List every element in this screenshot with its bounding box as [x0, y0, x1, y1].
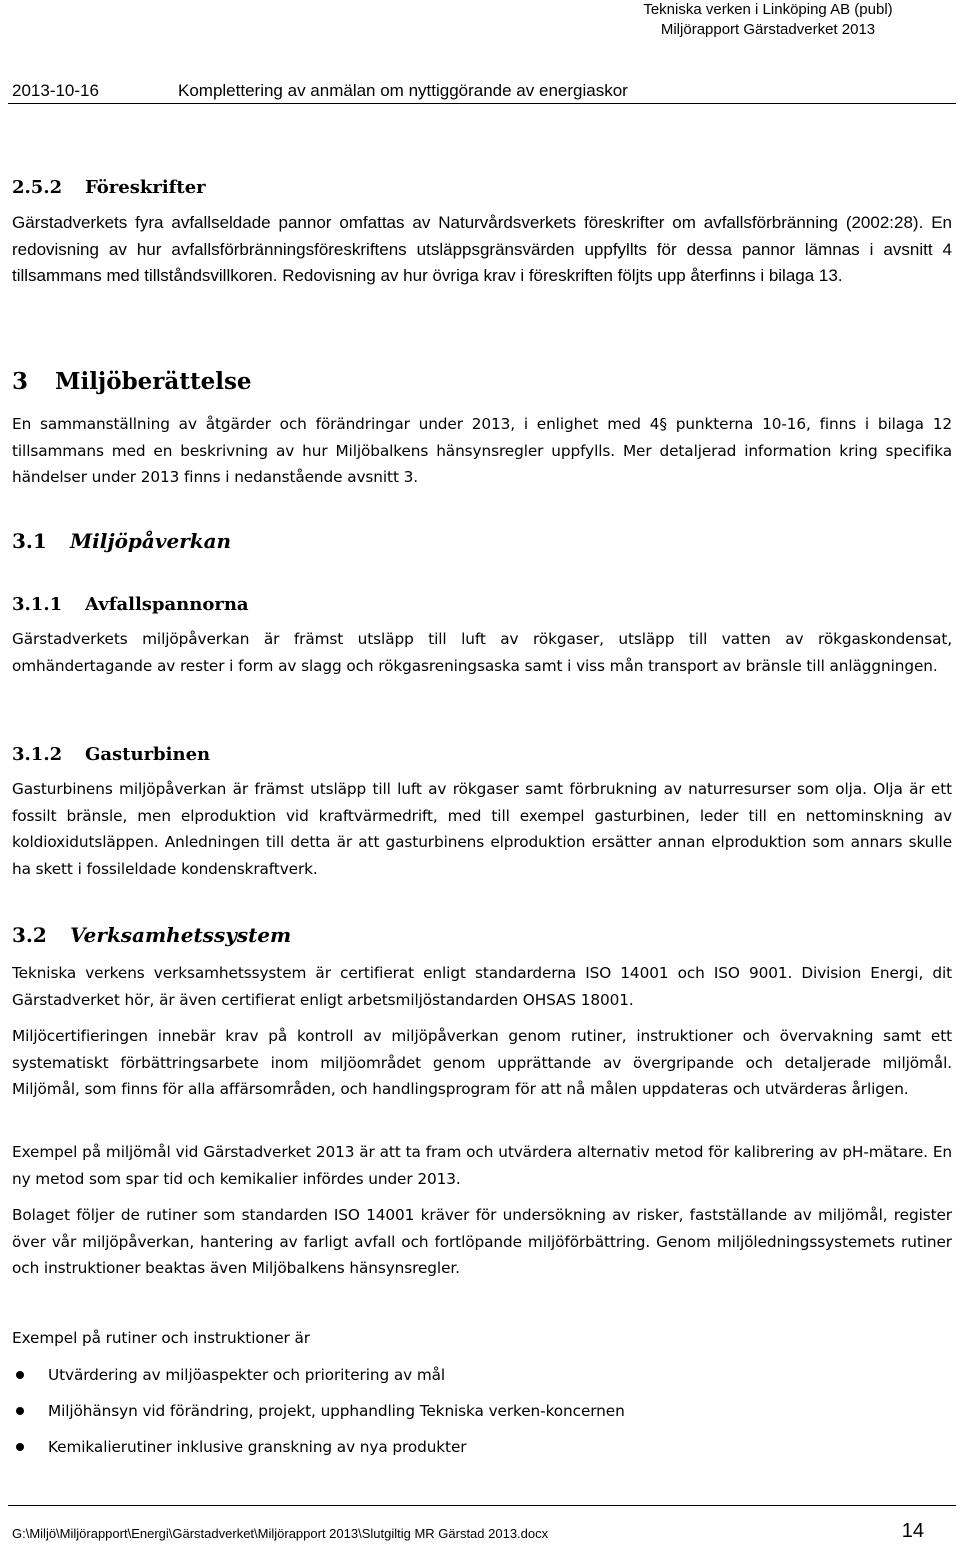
section-title: Miljöberättelse — [55, 368, 252, 395]
paragraph-gasturbinen: Gasturbinens miljöpåverkan är främst utsläpp till luft av rökgaser samt förbrukning av naturresurser som olja. Olja är ett fossilt bränsle, men elproduktion vid kraftvärmedrift, med till exempel gasturbinen, leder till en nettominskning av koldioxidutsläppen. Anledningen till detta är att gasturbinens elproduktion ersätter annan elproduktion som annars skulle ha skett i fossileldade kondenskraftverk. — [12, 780, 952, 878]
company-name: Tekniska verken i Linköping AB (publ) — [643, 1, 893, 18]
page-number: 14 — [901, 1520, 924, 1542]
heading-3-1-1 — [12, 593, 249, 617]
section-number: 3.1.2 — [12, 744, 63, 765]
section-number: 3 — [12, 368, 29, 395]
paragraph-certifiering: Tekniska verkens verksamhetssystem är certifierat enligt standarderna ISO 14001 och ISO 9001. Division Energi, dit Gärstadverket hör, är även certifierat enligt arbetsmiljöstandarden OHSAS 18001. — [12, 964, 952, 1009]
section-title: Gasturbinen — [85, 744, 211, 765]
list-item — [12, 1362, 952, 1398]
footer-rule — [8, 1505, 956, 1506]
list-item — [12, 1434, 952, 1470]
report-title: Miljörapport Gärstadverket 2013 — [660, 21, 876, 38]
section-number: 3.1 — [12, 529, 47, 553]
heading-2-5-2 — [12, 176, 206, 200]
paragraph-foreskrifter: Gärstadverkets fyra avfallseldade pannor omfattas av Naturvårdsverkets föreskrifter om avfallsförbränning (2002:28). En redovisning av hur avfallsförbränningsföreskriftens utsläppsgränsvärden uppfyllts för dessa pannor lämnas i avsnitt 4 tillsammans med tillståndsvillkoren. Redovisning av hur övriga krav i föreskriften följts upp återfinns i bilaga 13. — [12, 213, 952, 285]
section-title: Verksamhetssystem — [70, 923, 292, 947]
paragraph-avfallspannorna: Gärstadverkets miljöpåverkan är främst utsläpp till luft av rökgaser, utsläpp till vatten av rökgaskondensat, omhändertagande av rester i form av slagg och rökgasreningsaska samt i viss mån transport av bränsle till anläggningen. — [12, 630, 952, 675]
paragraph-miljoberattelse: En sammanställning av åtgärder och förändringar under 2013, i enlighet med 4§ punkterna 10-16, finns i bilaga 12 tillsammans med en beskrivning av hur Miljöbalkens hänsynsregler uppfylls. Mer detaljerad information kring specifika händelser under 2013 finns i nedanstående avsnitt 3. — [12, 415, 952, 486]
bullet-list — [12, 1362, 952, 1470]
heading-3-1 — [12, 528, 231, 554]
bullet-intro: Exempel på rutiner och instruktioner är — [12, 1329, 310, 1347]
header-rule — [8, 103, 956, 104]
list-item-text: Kemikalierutiner inklusive granskning av nya produkter — [48, 1438, 467, 1456]
bullet-icon — [16, 1371, 24, 1379]
section-title: Föreskrifter — [85, 177, 206, 198]
bullet-icon — [16, 1443, 24, 1451]
paragraph-miljocertifiering: Miljöcertifieringen innebär krav på kontroll av miljöpåverkan genom rutiner, instruktioner och övervakning samt ett systematiskt förbättringsarbete inom miljöområdet genom upprättande av övergripande och detaljerade miljömål. Miljömål, som finns för alla affärsområden, och handlingsprogram för att nå målen uppdateras och utvärderas årligen. — [12, 1027, 952, 1098]
document-subject: Komplettering av anmälan om nyttiggörande av energiaskor — [178, 81, 628, 100]
section-number: 3.2 — [12, 923, 47, 947]
list-item — [12, 1398, 952, 1434]
section-number: 2.5.2 — [12, 177, 63, 198]
heading-3-2 — [12, 922, 291, 948]
heading-3-1-2 — [12, 743, 210, 767]
bullet-icon — [16, 1407, 24, 1415]
paragraph-rutiner: Bolaget följer de rutiner som standarden ISO 14001 kräver för undersökning av risker, fastställande av miljömål, register över vår miljöpåverkan, hantering av farligt avfall och fortlöpande miljöförbättring. Genom miljöledningssystemets rutiner och instruktioner beaktas även Miljöbalkens hänsynsregler. — [12, 1206, 952, 1277]
subject-line — [12, 80, 954, 102]
running-header — [588, 0, 948, 40]
document-date: 2013-10-16 — [12, 81, 99, 100]
section-number: 3.1.1 — [12, 594, 63, 615]
section-title: Miljöpåverkan — [70, 529, 232, 553]
footer-file-path: G:\Miljö\Miljörapport\Energi\Gärstadverket\Miljörapport 2013\Slutgiltig MR Gärstad 2013.docx — [12, 1526, 549, 1541]
list-item-text: Utvärdering av miljöaspekter och prioritering av mål — [48, 1366, 446, 1384]
paragraph-miljomal: Exempel på miljömål vid Gärstadverket 2013 är att ta fram och utvärdera alternativ metod för kalibrering av pH-mätare. En ny metod som spar tid och kemikalier infördes under 2013. — [12, 1143, 952, 1188]
list-item-text: Miljöhänsyn vid förändring, projekt, upphandling Tekniska verken-koncernen — [48, 1402, 625, 1420]
heading-3 — [12, 367, 252, 397]
section-title: Avfallspannorna — [85, 594, 249, 615]
